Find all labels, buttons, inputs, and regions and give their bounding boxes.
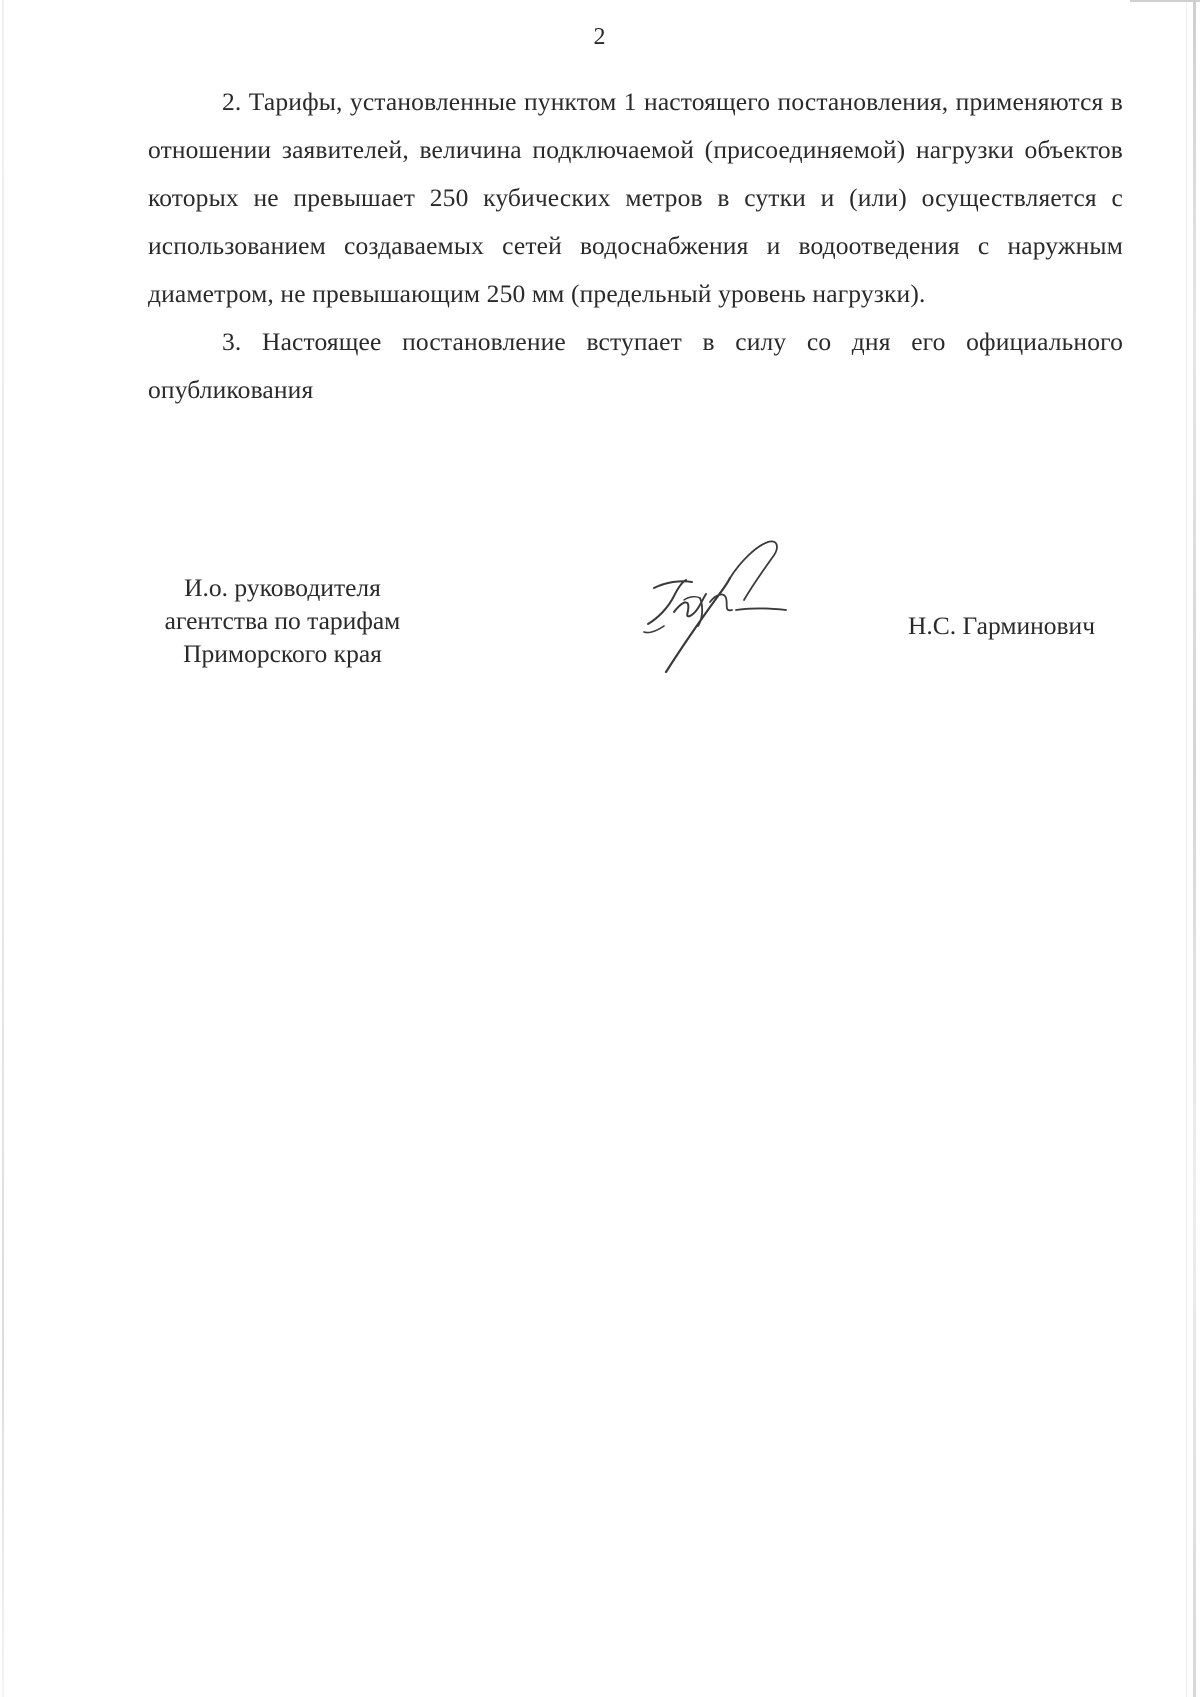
scan-edge-left — [2, 0, 4, 1697]
position-line: Приморского края — [183, 639, 382, 668]
page-number — [0, 22, 1200, 52]
scan-edge-line — [1186, 0, 1187, 1697]
page-number-text: 2 — [593, 24, 606, 50]
handwritten-signature-icon — [640, 538, 820, 678]
position-line: И.о. руководителя — [184, 573, 381, 602]
paragraph-2: 2. Тарифы, установленные пунктом 1 настоящего постановления, применяются в отношении заявителей, величина подключаемой (присоединяемой) нагрузки объектов которых не превышает 250 кубических метров в сутки и (или) осуществляется с использованием создаваемых сетей водоснабжения и водоотведения с наружным диаметром, не превышающим 250 мм (предельный уровень нагрузки). — [148, 87, 1123, 308]
signer-name: Н.С. Гарминович — [908, 611, 1096, 640]
position-line: агентства по тарифам — [164, 606, 401, 635]
signatory-position — [140, 571, 425, 670]
document-body — [148, 78, 1123, 414]
paragraph-3: 3. Настоящее постановление вступает в силу со дня его официального опубликования — [148, 327, 1123, 404]
scan-edge-top — [1130, 0, 1200, 2]
scan-edge-right — [1193, 0, 1196, 1697]
